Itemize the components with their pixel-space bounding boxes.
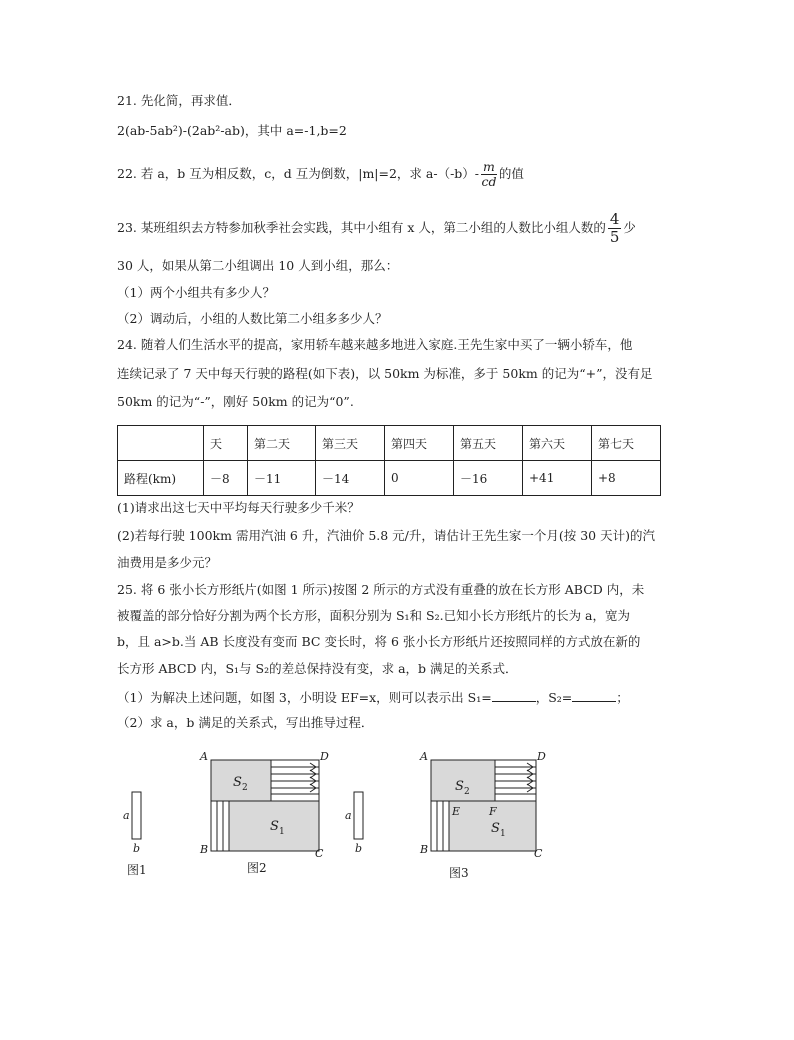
q23-sub2: （2）调动后，小组的人数比第二小组多多少人？ (117, 311, 388, 326)
q24-line3: 50km 的记为“-”，刚好 50km 的记为“0”. (117, 394, 354, 409)
q22-frac-num: m (483, 159, 495, 174)
fig3-label-s1: S (491, 821, 500, 836)
fig3-caption: 图3 (449, 866, 469, 880)
fig2-label-s1: S (270, 819, 279, 834)
table-cell: －16 (454, 461, 523, 496)
table-header-cell: 第四天 (385, 426, 454, 461)
figures (0, 740, 794, 1040)
q22-pre: 22. 若 a，b 互为相反数，c，d 互为倒数，|m|=2，求 a-（-b）- (117, 166, 480, 181)
fig2-caption: 图2 (247, 861, 267, 875)
fig2-label-C: C (315, 847, 324, 860)
table-header-cell: 第六天 (523, 426, 592, 461)
mileage-table (117, 425, 661, 496)
fig3-label-F: F (489, 805, 497, 818)
fig2-label-s2-sub: 2 (242, 783, 248, 793)
q25-sub2: （2）求 a，b 满足的关系式，写出推导过程． (117, 715, 374, 730)
q23-pre: 23. 某班组织去方特参加秋季社会实践，其中小组有 x 人，第二小组的人数比小组人数的 (117, 220, 606, 235)
answer-blank-s1[interactable] (492, 689, 536, 702)
fig3-label-s2: S (455, 779, 464, 794)
table-row-label: 路程(km) (118, 461, 204, 496)
answer-blank-s2[interactable] (572, 689, 616, 702)
fig2-label-B: B (200, 843, 209, 856)
q24-line1: 24. 随着人们生活水平的提高，家用轿车越来越多地进入家庭.王先生家中买了一辆小轿车，他 (117, 337, 633, 352)
q23-fraction (608, 211, 622, 246)
q23-post: 少 (623, 220, 636, 235)
fig3 (431, 760, 536, 851)
fig1-caption: 图1 (127, 863, 147, 877)
fig1-small-rect (132, 792, 141, 839)
q25-line3: b，且 a>b.当 AB 长度没有变而 BC 变长时，将 6 张小长方形纸片还按照同样的方式放在新的 (117, 634, 641, 649)
table-header-cell: 第七天 (592, 426, 661, 461)
fig3-label-A: A (420, 750, 428, 763)
q25-line2: 被覆盖的部分恰好分割为两个长方形，面积分别为 S₁和 S₂.已知小长方形纸片的长为 a，宽为 (117, 608, 630, 623)
q22-fraction (481, 160, 497, 189)
q21-expression: 2(ab-5ab²)-(2ab²-ab)，其中 a=-1,b=2 (117, 123, 347, 138)
fig3-label-D: D (537, 750, 546, 763)
fig1-label-a: a (123, 809, 130, 822)
q23-line2: 30 人，如果从第二小组调出 10 人到小组，那么： (117, 258, 399, 273)
table-cell: －11 (248, 461, 316, 496)
q25-line1: 25. 将 6 张小长方形纸片(如图 1 所示)按图 2 所示的方式没有重叠的放在长方形 ABCD 内，未 (117, 582, 645, 597)
q25-sub1-end: ； (616, 690, 629, 705)
fig2-label-s2: S (233, 775, 242, 790)
q25-sub1-mid: ，S₂= (535, 690, 573, 705)
fig3-label-s2-sub: 2 (464, 787, 470, 797)
q23-frac-den: 5 (609, 228, 620, 246)
table-header-cell: 第三天 (316, 426, 385, 461)
table-cell: +41 (523, 461, 592, 496)
q25-sub1-pre: （1）为解决上述问题，如图 3，小明设 EF=x，则可以表示出 S₁= (117, 690, 492, 705)
q25-sub1 (117, 689, 629, 706)
fig2-label-s1-sub: 1 (279, 827, 285, 837)
q24-sub1: (1)请求出这七天中平均每天行驶多少千米？ (117, 500, 360, 515)
table-cell: －8 (204, 461, 248, 496)
table-header-cell: 第二天 (248, 426, 316, 461)
q24-sub2b: 油费用是多少元？ (117, 555, 218, 570)
fig2 (211, 760, 319, 851)
mid-label-b: b (355, 842, 363, 855)
q22-text (117, 160, 524, 189)
q23-sub1: （1）两个小组共有多少人？ (117, 285, 275, 300)
q22-frac-den: cd (481, 174, 497, 189)
table-header-row (118, 426, 661, 461)
table-row (118, 461, 661, 496)
table-cell: 0 (385, 461, 454, 496)
q24-line2: 连续记录了 7 天中每天行驶的路程(如下表)，以 50km 为标准，多于 50km 的记为“+”，没有足 (117, 366, 653, 381)
table-header-cell: 第五天 (454, 426, 523, 461)
fig-middle-small-rect (354, 792, 363, 839)
q23-line1 (117, 211, 636, 246)
fig3-label-C: C (534, 847, 543, 860)
table-cell: +8 (592, 461, 661, 496)
table-header-cell: 天 (204, 426, 248, 461)
q25-line4: 长方形 ABCD 内，S₁与 S₂的差总保持没有变，求 a，b 满足的关系式． (117, 661, 518, 676)
fig2-label-D: D (320, 750, 329, 763)
fig3-label-B: B (420, 843, 429, 856)
table-cell: －14 (316, 461, 385, 496)
mid-label-a: a (345, 809, 352, 822)
q23-frac-num: 4 (609, 210, 620, 228)
q22-post: 的值 (498, 166, 524, 181)
fig1-label-b: b (133, 842, 141, 855)
q24-sub2a: (2)若每行驶 100km 需用汽油 6 升，汽油价 5.8 元/升，请估计王先生家一个月(按 30 天计)的汽 (117, 528, 655, 543)
fig3-label-s1-sub: 1 (500, 829, 506, 839)
table-header-cell (118, 426, 204, 461)
q21-title: 21. 先化简，再求值． (117, 93, 241, 108)
fig2-label-A: A (200, 750, 208, 763)
fig3-label-E: E (452, 805, 461, 818)
